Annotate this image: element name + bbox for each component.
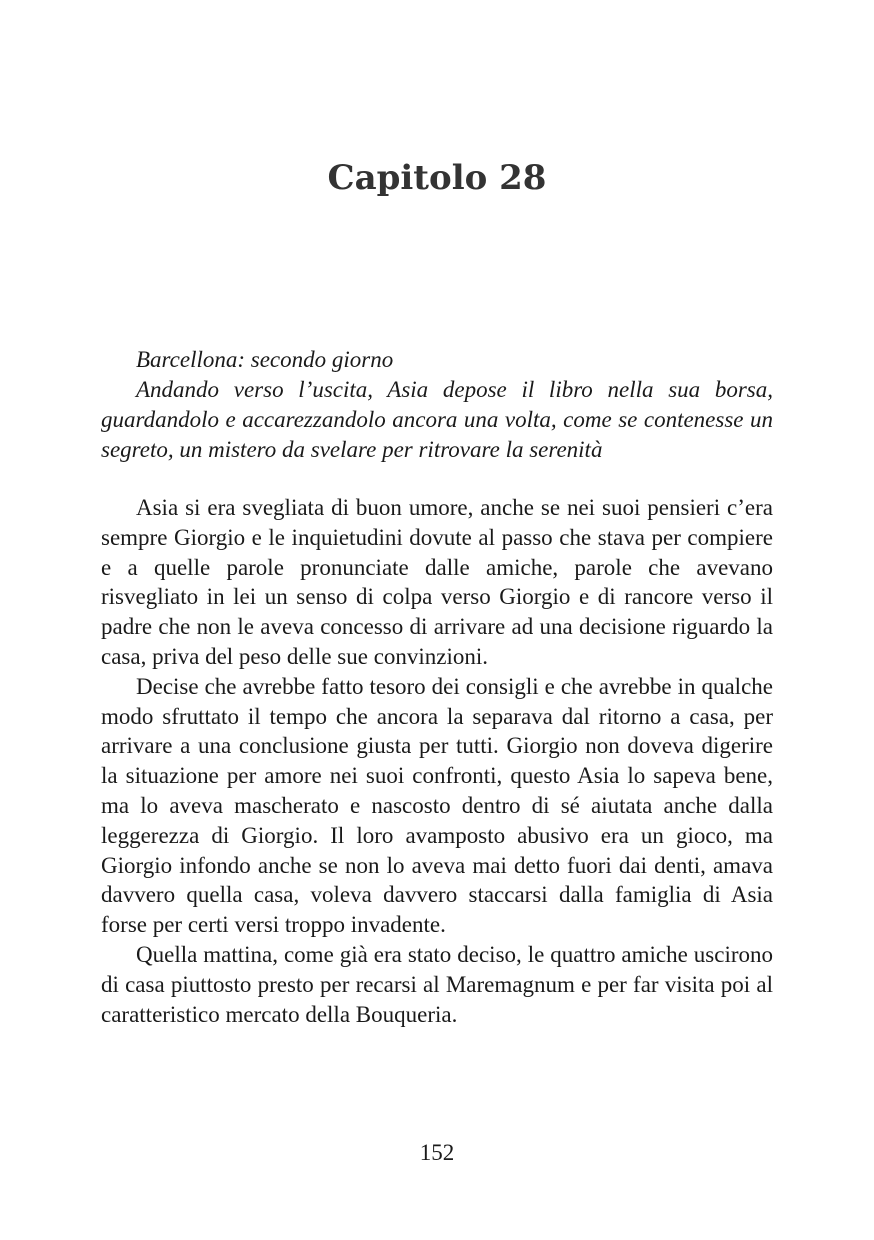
chapter-title: Capitolo 28 [327, 158, 547, 198]
body-paragraph: Decise che avrebbe fatto tesoro dei consigli e che avrebbe in qualche modo sfruttato il tempo che ancora la separava dal ritorno a casa, per arrivare a una conclusione giusta per tutti. Giorgio non doveva digerire la situazione per amore nei suoi confronti, questo Asia lo sapeva bene, ma lo aveva mascherato e nascosto dentro di sé aiutata anche dalla leggerezza di Giorgio. Il loro avamposto abusivo era un gioco, ma Giorgio infondo anche se non lo aveva mai detto fuori dai denti, amava davvero quella casa, voleva davvero staccarsi dalla famiglia di Asia forse per certi versi troppo invadente. [101, 673, 773, 938]
page-number: 152 [419, 1140, 455, 1165]
body-paragraph: Quella mattina, come già era stato deciso, le quattro amiche uscirono di casa piuttosto presto per recarsi al Maremagnum e per far visita poi al caratteristico mercato della Bouqueria. [101, 941, 773, 1027]
chapter-body [101, 493, 773, 1029]
body-paragraph: Asia si era svegliata di buon umore, anche se nei suoi pensieri c’era sempre Giorgio e le inquietudini dovute al passo che stava per compiere e a quelle parole pronunciate dalle amiche, parole che avevano risvegliato in lei un senso di colpa verso Giorgio e di rancore verso il padre che non le aveva concesso di arrivare ad una decisione riguardo la casa, priva del peso delle sue convinzioni. [101, 495, 773, 669]
epigraph-text: Andando verso l’uscita, Asia depose il libro nella sua borsa, guardandolo e accarezzandolo ancora una volta, come se contenesse un segreto, un mistero da svelare per ritrovare la serenità [101, 377, 773, 462]
epigraph [101, 345, 773, 465]
epigraph-place: Barcellona: secondo giorno [136, 347, 394, 372]
